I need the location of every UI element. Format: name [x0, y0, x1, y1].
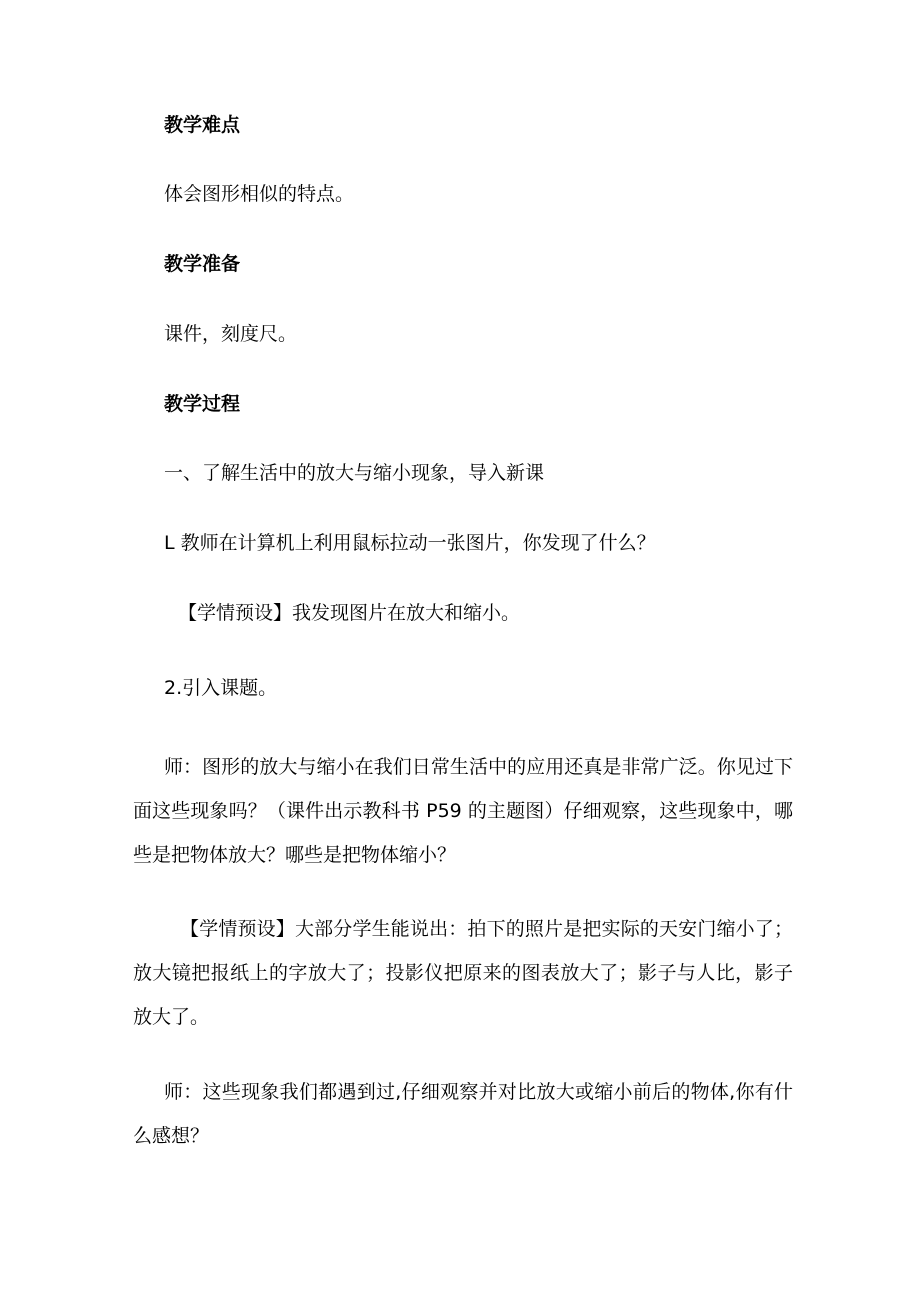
step1-text: L 教师在计算机上利用鼠标拉动一张图片，你发现了什么？ [164, 532, 656, 554]
difficulty-text: 体会图形相似的特点。 [164, 183, 355, 205]
difficulty-heading: 教学难点 [164, 114, 241, 136]
teacher-paragraph-2: 师：这些现象我们都遇到过,仔细观察并对比放大或缩小前后的物体,你有什么感想？ [133, 1081, 793, 1147]
teacher-paragraph-1: 师：图形的放大与缩小在我们日常生活中的应用还真是非常广泛。你见过下面这些现象吗？（课件出示教科书 P59 的主题图）仔细观察，这些现象中，哪些是把物体放大？哪些是把物体缩小？ [133, 756, 793, 866]
step2-text: 2.引入课题。 [164, 677, 278, 699]
part1-title: 一、了解生活中的放大与缩小现象，导入新课 [164, 462, 545, 484]
process-heading: 教学过程 [164, 393, 241, 415]
preset2-paragraph: 【学情预设】大部分学生能说出：拍下的照片是把实际的天安门缩小了；放大镜把报纸上的字放大了；投影仪把原来的图表放大了；影子与人比，影子放大了。 [133, 918, 793, 1028]
preparation-text: 课件，刻度尺。 [164, 323, 298, 345]
preparation-heading: 教学准备 [164, 253, 241, 275]
preset1-text: 【学情预设】我发现图片在放大和缩小。 [178, 602, 521, 624]
